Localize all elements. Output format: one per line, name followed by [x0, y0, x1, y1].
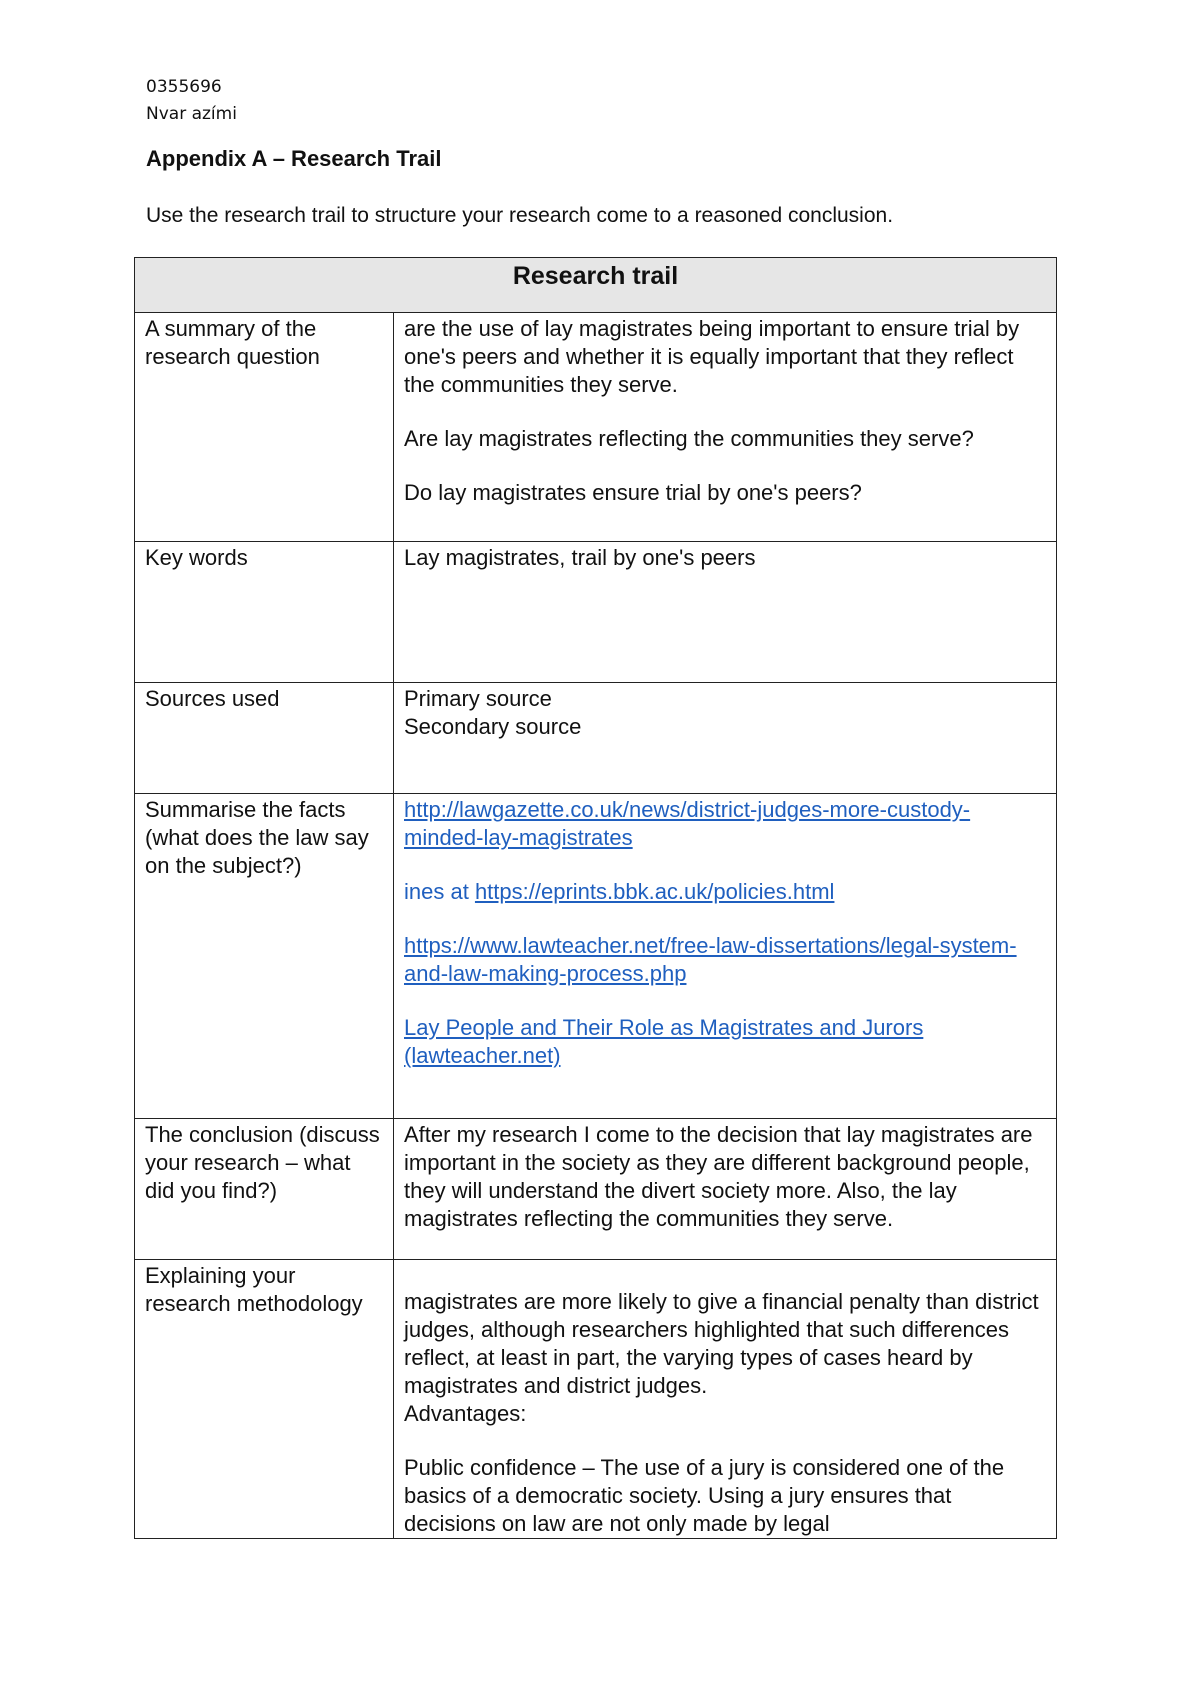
conclusion-label: The conclusion (discuss your research – what did you find?): [135, 1119, 394, 1260]
intro-text: Use the research trail to structure your research come to a reasoned conclusion.: [146, 204, 894, 227]
sources-label: Sources used: [135, 683, 394, 794]
student-name: Nvar azími: [146, 104, 237, 124]
sources-content: [394, 683, 1057, 794]
facts-prefix-text: ines at: [404, 879, 475, 904]
research-trail-table: [134, 257, 1057, 1539]
table-header-row: [135, 258, 1057, 313]
table-row-facts: [135, 794, 1057, 1119]
table-row-conclusion: [135, 1119, 1057, 1260]
document-header: [146, 74, 237, 128]
methodology-paragraph-2: Public confidence – The use of a jury is considered one of the basics of a democratic society. Using a jury ensures that decisions on law are not only made by legal: [404, 1455, 1005, 1536]
student-id: 0355696: [146, 77, 222, 97]
table-row-summary: [135, 313, 1057, 542]
facts-paragraph-2: [404, 878, 1046, 906]
methodology-label: Explaining your research methodology: [135, 1260, 394, 1539]
facts-content: [394, 794, 1057, 1119]
sources-primary: Primary source: [404, 686, 552, 711]
conclusion-content: After my research I come to the decision that lay magistrates are important in the society as they are different background people, they will understand the divert society more. Also, the lay magistrates reflecting the communities they serve.: [394, 1119, 1057, 1260]
link-lawteacher-lay-people[interactable]: Lay People and Their Role as Magistrates and Jurors (lawteacher.net): [404, 1015, 924, 1068]
summary-paragraph-3: Do lay magistrates ensure trial by one's peers?: [404, 480, 862, 505]
sources-secondary: Secondary source: [404, 714, 582, 739]
facts-paragraph-3: [404, 932, 1046, 988]
link-eprints-bbk[interactable]: https://eprints.bbk.ac.uk/policies.html: [474, 879, 835, 904]
methodology-paragraph-1: magistrates are more likely to give a financial penalty than district judges, although researchers highlighted that such differences reflect, at least in part, the varying types of cases heard by magistrates and district judges.: [404, 1289, 1039, 1398]
summary-label: A summary of the research question: [135, 313, 394, 542]
table-row-methodology: [135, 1260, 1057, 1539]
summary-content: [394, 313, 1057, 542]
table-row-sources: [135, 683, 1057, 794]
link-lawgazette[interactable]: http://lawgazette.co.uk/news/district-judges-more-custody-minded-lay-magistrates: [404, 797, 971, 850]
facts-label: Summarise the facts (what does the law say on the subject?): [135, 794, 394, 1119]
methodology-content: [394, 1260, 1057, 1539]
methodology-advantages: Advantages:: [404, 1401, 527, 1426]
keywords-label: Key words: [135, 542, 394, 683]
link-lawteacher-dissertation[interactable]: https://www.lawteacher.net/free-law-dissertations/legal-system-and-law-making-process.php: [404, 933, 1017, 986]
table-row-keywords: [135, 542, 1057, 683]
summary-paragraph-2: Are lay magistrates reflecting the communities they serve?: [404, 426, 974, 451]
facts-paragraph-4: [404, 1014, 1046, 1070]
facts-paragraph-1: [404, 796, 1046, 852]
page-title: Appendix A – Research Trail: [146, 146, 442, 171]
summary-paragraph-1: are the use of lay magistrates being important to ensure trial by one's peers and whether it is equally important that they reflect the communities they serve.: [404, 316, 1020, 397]
table-title: Research trail: [135, 258, 1057, 313]
keywords-content: Lay magistrates, trail by one's peers: [394, 542, 1057, 683]
